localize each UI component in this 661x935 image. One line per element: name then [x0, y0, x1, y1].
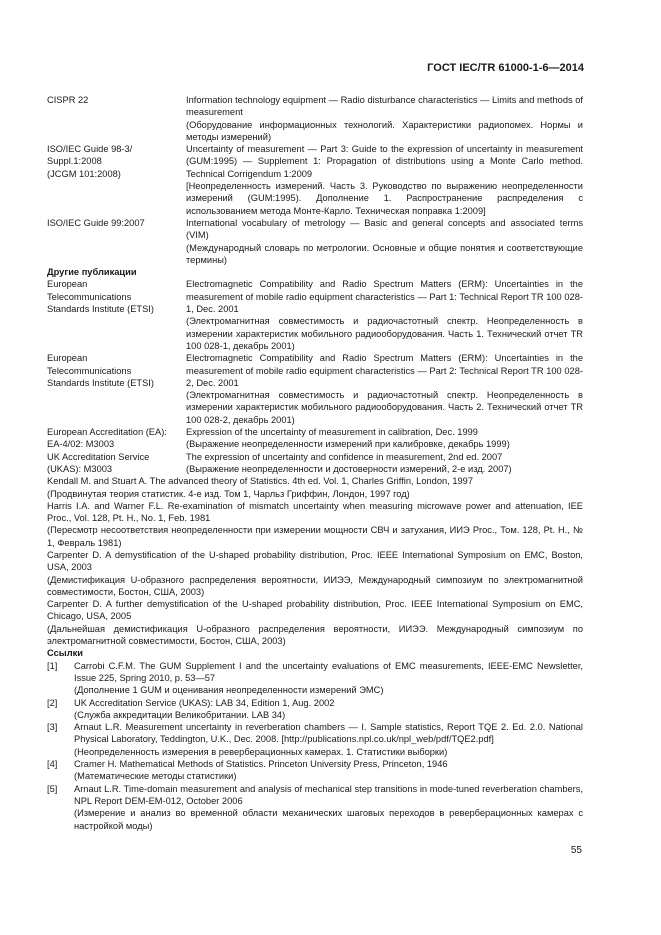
entry-title: The expression of uncertainty and confidence in measurement, 2nd ed. 2007 — [186, 451, 503, 462]
entry-translation: [Неопределенность измерений. Часть 3. Руководство по выражению неопределенности измерений (GUM:1995). Дополнение 1. Распространение распределения с использованием метода Монте-Карло. Техническая поправка 1:2009] — [186, 181, 583, 216]
reference-item — [47, 758, 583, 783]
entry-translation: (Выражение неопределенности измерений при калибровке, декабрь 1999) — [186, 439, 510, 450]
entry-label-line: European — [47, 279, 88, 290]
reference-title: Carrobi C.F.M. The GUM Supplement I and the uncertainty evaluations of EMC measurements, IEEE-EMC Newsletter, Issue 225, Spring 2010, p. 53—57 — [74, 660, 583, 683]
entry-description — [186, 94, 583, 143]
reference-translation: (Служба аккредитации Великобритании. LAB 34) — [74, 709, 286, 720]
entry-label-line: ISO/IEC Guide 99:2007 — [47, 217, 145, 228]
entry-title: Electromagnetic Compatibility and Radio Spectrum Matters (ERM): Uncertainties in the measurement of mobile radio equipment characteristics — Part 1: Technical Report TR 100 028-1, Dec. 2001 — [186, 279, 583, 315]
reference-entry — [47, 278, 583, 352]
reference-entry — [47, 217, 583, 266]
document-body — [47, 94, 583, 832]
reference-item — [47, 660, 583, 697]
entry-label-line: European Accreditation (EA): — [47, 427, 167, 438]
entry-description — [186, 451, 583, 476]
entry-description — [186, 426, 583, 451]
reference-text — [74, 783, 583, 832]
entry-label — [47, 451, 186, 476]
reference-translation: (Математические методы статистики) — [74, 771, 237, 782]
entry-label — [47, 426, 186, 451]
reference-entry — [47, 143, 583, 217]
page-number: 55 — [570, 845, 582, 856]
standards-list — [47, 94, 583, 266]
entry-title: International vocabulary of metrology — Basic and general concepts and associated terms (VIM) — [186, 217, 583, 241]
entry-label-line: CISPR 22 — [47, 95, 89, 105]
references-heading: Ссылки — [47, 648, 83, 659]
entry-label — [47, 143, 186, 217]
reference-number: [2] — [47, 697, 58, 708]
reference-item — [47, 721, 583, 758]
reference-item — [47, 783, 583, 832]
document-header: ГОСТ IEC/TR 61000-1-6—2014 — [427, 62, 584, 74]
reference-entry — [47, 451, 583, 476]
entry-label — [47, 278, 186, 352]
entry-title: Information technology equipment — Radio disturbance characteristics — Limits and methods of measurement — [186, 95, 583, 118]
entry-description — [186, 143, 583, 217]
entry-label — [47, 94, 186, 143]
reference-entry — [47, 94, 583, 143]
reference-text — [74, 660, 583, 697]
entry-translation: (Электромагнитная совместимость и радиочастотный спектр. Неопределенность в измерении характеристик мобильного радиооборудования. Часть 2. Технический отчет TR 100 028-2, декабрь 2001) — [186, 390, 583, 425]
reference-item — [47, 697, 583, 722]
entry-label-line: Suppl.1:2008 — [47, 156, 102, 167]
entry-translation: (Выражение неопределенности и достоверности измерений, 2-е изд. 2007) — [186, 463, 512, 474]
reference-number: [5] — [47, 783, 58, 794]
entry-label — [47, 352, 186, 426]
bibliography-paragraph: (Продвинутая теория статистик. 4-е изд. Том 1, Чарльз Гриффин, Лондон, 1997 год) — [47, 488, 410, 499]
reference-entry — [47, 426, 583, 451]
bibliography-paragraph: (Дальнейшая демистификация U-образного распределения вероятности, ИИЭЭ. Международный симпозиум по электромагнитной совместимости, Бостон, США, 2003) — [47, 623, 583, 647]
reference-translation: (Измерение и анализ во временной области механических шаговых переходов в реверберационных камерах с настройкой моды) — [74, 808, 583, 831]
bibliography-paragraph: Kendall M. and Stuart A. The advanced theory of Statistics. 4th ed. Vol. 1, Charles Griffin, London, 1997 — [47, 476, 474, 487]
entry-translation: (Международный словарь по метрологии. Основные и общие понятия и соответствующие термины) — [186, 242, 583, 265]
reference-number: [3] — [47, 722, 58, 733]
entry-label-line: (UKAS): M3003 — [47, 463, 113, 474]
entry-label — [47, 217, 186, 266]
bibliography-paragraph: (Демистификация U-образного распределения вероятности, ИИЭЭ, Международный симпозиум по электромагнитной совместимости, Бостон, США, 2003) — [47, 574, 583, 597]
bibliography-paragraph: Carpenter D. A demystification of the U-shaped probability distribution, Proc. IEEE International Symposium on EMC, Boston, USA, 2003 — [47, 549, 583, 573]
reference-number: [4] — [47, 759, 58, 770]
entry-title: Expression of the uncertainty of measurement in calibration, Dec. 1999 — [186, 427, 478, 438]
entry-description — [186, 217, 583, 266]
references-list — [47, 660, 583, 832]
other-publications-heading: Другие публикации — [47, 267, 137, 278]
reference-text — [74, 697, 583, 722]
reference-text — [74, 721, 583, 758]
bibliography-paragraph: Harris I.A. and Warner F.L. Re-examination of mismatch uncertainty when measuring microwave power and attenuation, IEE Proc., Vol. 128, Pt. H., No. 1, Feb. 1981 — [47, 500, 583, 524]
entry-description — [186, 352, 583, 426]
reference-title: Cramer H. Mathematical Methods of Statistics. Princeton University Press, Princeton, 1946 — [74, 759, 448, 770]
entry-label-line: (JCGM 101:2008) — [47, 168, 121, 179]
entry-label-line: EA-4/02: M3003 — [47, 439, 115, 450]
bibliography-paragraph: (Пересмотр несоответствия неопределенности при измерении мощности СВЧ и затухания, ИИЭ Proc., Том. 128, Pt. H., № 1, Февраль 1981) — [47, 525, 583, 548]
entry-label-line: Telecommunications — [47, 291, 132, 302]
bibliography-paragraphs — [47, 475, 583, 647]
entry-label-line: Telecommunications — [47, 365, 132, 376]
entry-translation: (Оборудование информационных технологий. Характеристики радиопомех. Нормы и методы измерений) — [186, 119, 583, 142]
entry-title: Uncertainty of measurement — Part 3: Guide to the expression of uncertainty in measurement (GUM:1995) — Supplement 1: Propagation of distributions using a Monte Carlo method. Technical Corrigendum 1:2009 — [186, 144, 583, 179]
entry-description — [186, 278, 583, 352]
reference-title: Arnaut L.R. Time-domain measurement and analysis of mechanical step transitions in mode-tuned reverberation chambers, NPL Report DEM-EM-012, October 2006 — [74, 783, 583, 806]
reference-entry — [47, 352, 583, 426]
bibliography-paragraph: Carpenter D. A further demystification of the U-shaped probability distribution, Proc. IEEE International Symposium on EMC, Chicago, USA, 2005 — [47, 599, 583, 622]
reference-translation: (Дополнение 1 GUM и оценивания неопределенности измерений ЭМС) — [74, 685, 384, 696]
entry-label-line: Standards Institute (ETSI) — [47, 377, 154, 388]
reference-translation: (Неопределенность измерения в реверберационных камерах. 1. Статистики выборки) — [74, 746, 448, 757]
reference-title: UK Accreditation Service (UKAS): LAB 34, Edition 1, Aug. 2002 — [74, 697, 335, 708]
other-publications-list — [47, 278, 583, 475]
entry-translation: (Электромагнитная совместимость и радиочастотный спектр. Неопределенность в измерении характеристик мобильного радиооборудования. Часть 1. Технический отчет TR 100 028-1, декабрь 2001) — [186, 316, 583, 351]
entry-label-line: European — [47, 353, 88, 364]
entry-label-line: ISO/IEC Guide 98-3/ — [47, 144, 133, 155]
entry-label-line: UK Accreditation Service — [47, 451, 150, 462]
reference-title: Arnaut L.R. Measurement uncertainty in reverberation chambers — I. Sample statistics, Report TQE 2. Ed. 2.0. National Physical Laboratory, Teddington, U.K., Dec. 2008. [http://publications.npl.co.uk/npl_web/pdf/TQE2.pdf] — [74, 722, 583, 745]
reference-number: [1] — [47, 660, 58, 671]
reference-text — [74, 758, 583, 783]
entry-title: Electromagnetic Compatibility and Radio Spectrum Matters (ERM): Uncertainties in the measurement of mobile radio equipment characteristics — Part 2: Technical Report TR 100 028-2, Dec. 2001 — [186, 353, 583, 388]
entry-label-line: Standards Institute (ETSI) — [47, 304, 154, 315]
